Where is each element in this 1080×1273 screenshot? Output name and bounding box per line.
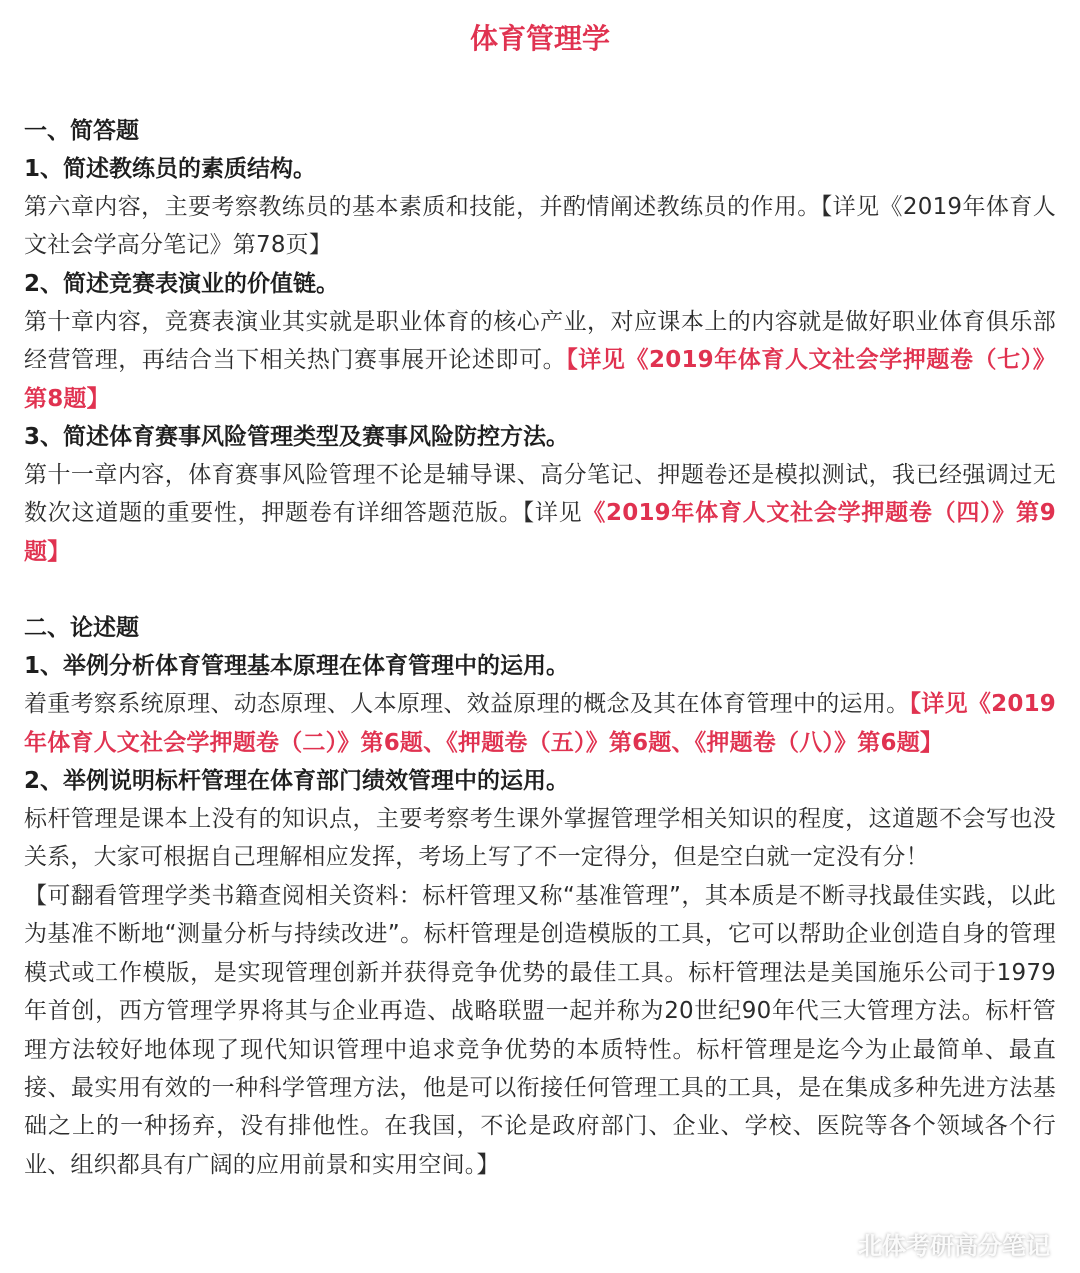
question-1-3: 3、简述体育赛事风险管理类型及赛事风险防控方法。: [24, 424, 570, 451]
answer-2-1: [24, 685, 1056, 762]
watermark-text: 北体考研高分笔记: [858, 1231, 1050, 1260]
answer-1-1: 第六章内容，主要考察教练员的基本素质和技能，并酌情阐述教练员的作用。【详见《2019年体育人文社会学高分笔记》第78页】: [24, 194, 1056, 259]
answer-2-2-intro: 标杆管理是课本上没有的知识点，主要考察考生课外掌握管理学相关知识的程度，这道题不会写也没关系，大家可根据自己理解相应发挥，考场上写了不一定得分，但是空白就一定没有分！: [24, 806, 1056, 871]
question-2-1: 1、举例分析体育管理基本原理在体育管理中的运用。: [24, 653, 570, 680]
answer-1-2: [24, 303, 1056, 418]
watermark: [816, 1223, 1050, 1263]
answer-2-1-text: 着重考察系统原理、动态原理、人本原理、效益原理的概念及其在体育管理中的运用。: [24, 691, 910, 718]
answer-1-3-text: 第十一章内容，体育赛事风险管理不论是辅导课、高分笔记、押题卷还是模拟测试，我已经强调过无数次这道题的重要性，押题卷有详细答题范版。【详见: [24, 462, 1056, 527]
answer-2-2-detail: 【可翻看管理学类书籍查阅相关资料：标杆管理又称“基准管理”，其本质是不断寻找最佳实践，以此为基准不断地“测量分析与持续改进”。标杆管理是创造模版的工具，它可以帮助企业创造自身的管理模式或工作模版，是实现管理创新并获得竞争优势的最佳工具。标杆管理法是美国施乐公司于1979年首创，西方管理学界将其与企业再造、战略联盟一起并称为20世纪90年代三大管理方法。标杆管理方法较好地体现了现代知识管理中追求竞争优势的本质特性。标杆管理是迄今为止最简单、最直接、最实用有效的一种科学管理方法，他是可以衔接任何管理工具的工具，是在集成多种先进方法基础之上的一种扬弃，没有排他性。在我国，不论是政府部门、企业、学校、医院等各个领域各个行业、组织都具有广阔的应用前景和实用空间。】: [24, 882, 1056, 1178]
spacer: [24, 571, 1056, 609]
answer-1-2-text: 第十章内容，竞赛表演业其实就是职业体育的核心产业，对应课本上的内容就是做好职业体育俱乐部经营管理，再结合当下相关热门赛事展开论述即可。: [24, 308, 1056, 374]
section-heading-essay: 二、论述题: [24, 615, 139, 642]
section-heading-short-answer: 一、简答题: [24, 118, 139, 144]
answer-1-2-reference: 【详见《2019年体育人文社会学押题卷（七）》第8题】: [24, 347, 1056, 412]
question-1-2: 2、简述竞赛表演业的价值链。: [24, 270, 340, 297]
question-1-1: 1、简述教练员的素质结构。: [24, 156, 317, 182]
article: [24, 20, 1056, 1184]
answer-1-3-reference: 《2019年体育人文社会学押题卷（四）》第9题】: [24, 500, 1056, 565]
answer-2-1-reference: 【详见《2019年体育人文社会学押题卷（二）》第6题、《押题卷（五）》第6题、《押题卷（八）》第6题】: [24, 691, 1056, 756]
wechat-icon: [816, 1229, 850, 1257]
page-title: 体育管理学: [469, 22, 610, 55]
answer-1-3: [24, 456, 1056, 571]
question-2-2: 2、举例说明标杆管理在体育部门绩效管理中的运用。: [24, 768, 570, 795]
